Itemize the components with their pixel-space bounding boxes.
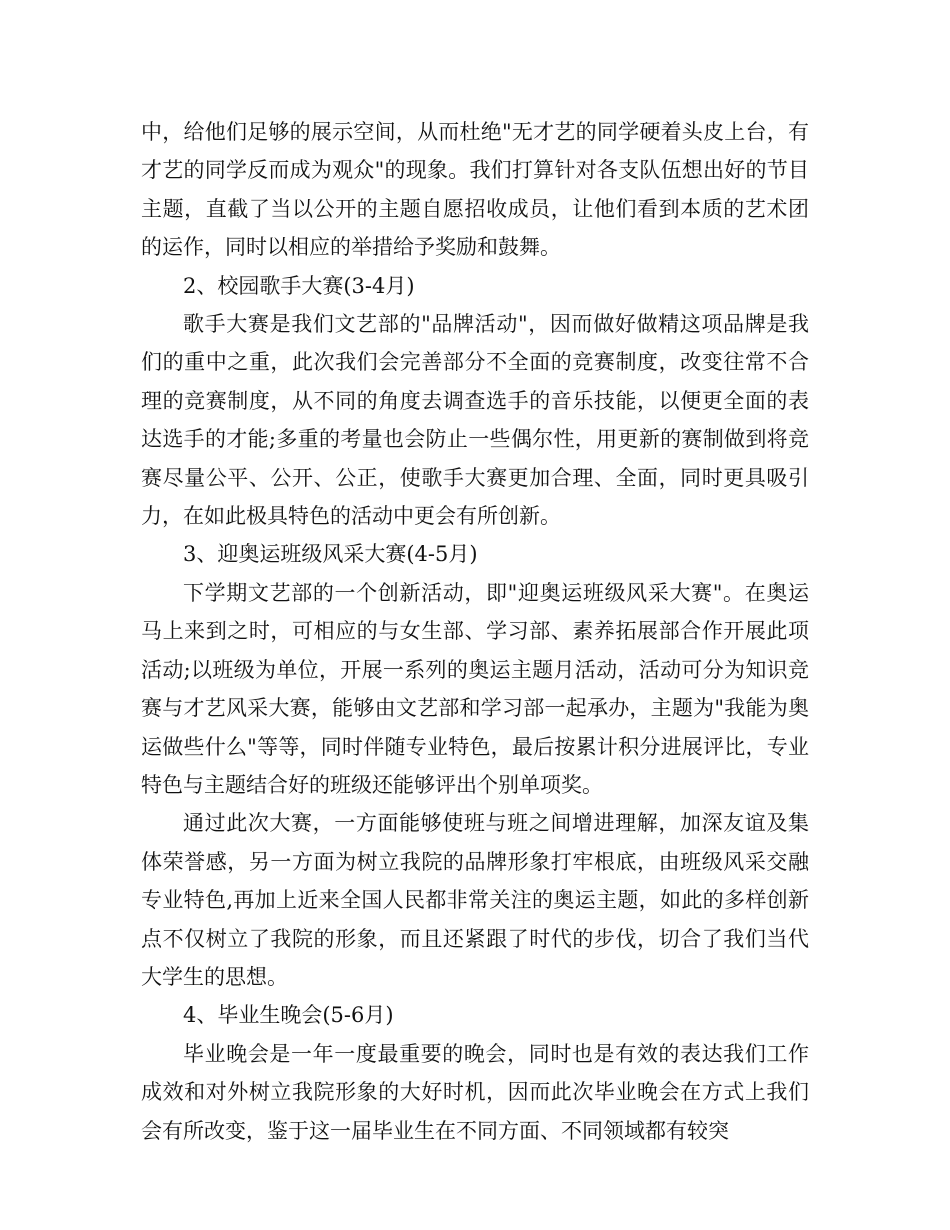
paragraph-intro-continuation: 中，给他们足够的展示空间，从而杜绝"无才艺的同学硬着头皮上台，有才艺的同学反而成为观众"的现象。我们打算针对各支队伍想出好的节目主题，直截了当以公开的主题自愿招收成员，让他们看到本质的艺术团的运作，同时以相应的举措给予奖励和鼓舞。	[141, 120, 809, 260]
section-heading-olympic-class-contest: 3、迎奥运班级风采大赛(4-5月)	[183, 542, 478, 567]
section-heading-graduation-party: 4、毕业生晚会(5-6月)	[183, 1003, 394, 1028]
section-heading-campus-singer-contest: 2、校园歌手大赛(3-4月)	[183, 273, 415, 298]
paragraph-olympic-class-contest: 下学期文艺部的一个创新活动，即"迎奥运班级风采大赛"。在奥运马上来到之时，可相应的与女生部、学习部、素养拓展部合作开展此项活动;以班级为单位，开展一系列的奥运主题月活动，活动可分为知识竞赛与才艺风采大赛，能够由文艺部和学习部一起承办，主题为"我能为奥运做些什么"等等，同时伴随专业特色，最后按累计积分进展评比，专业特色与主题结合好的班级还能够评出个别单项奖。	[141, 580, 809, 797]
document-page	[141, 113, 809, 1150]
paragraph-olympic-class-contest-benefits: 通过此次大赛，一方面能够使班与班之间增进理解，加深友谊及集体荣誉感，另一方面为树立我院的品牌形象打牢根底，由班级风采交融专业特色,再加上近来全国人民都非常关注的奥运主题，如此的多样创新点不仅树立了我院的形象，而且还紧跟了时代的步伐，切合了我们当代大学生的思想。	[141, 811, 809, 989]
paragraph-graduation-party: 毕业晚会是一年一度最重要的晚会，同时也是有效的表达我们工作成效和对外树立我院形象的大好时机，因而此次毕业晚会在方式上我们会有所改变，鉴于这一届毕业生在不同方面、不同领域都有较突	[141, 1041, 809, 1143]
paragraph-campus-singer-contest: 歌手大赛是我们文艺部的"品牌活动"，因而做好做精这项品牌是我们的重中之重，此次我们会完善部分不全面的竞赛制度，改变往常不合理的竞赛制度，从不同的角度去调查选手的音乐技能，以便更全面的表达选手的才能;多重的考量也会防止一些偶尔性，用更新的赛制做到将竞赛尽量公平、公开、公正，使歌手大赛更加合理、全面，同时更具吸引力，在如此极具特色的活动中更会有所创新。	[141, 312, 809, 529]
